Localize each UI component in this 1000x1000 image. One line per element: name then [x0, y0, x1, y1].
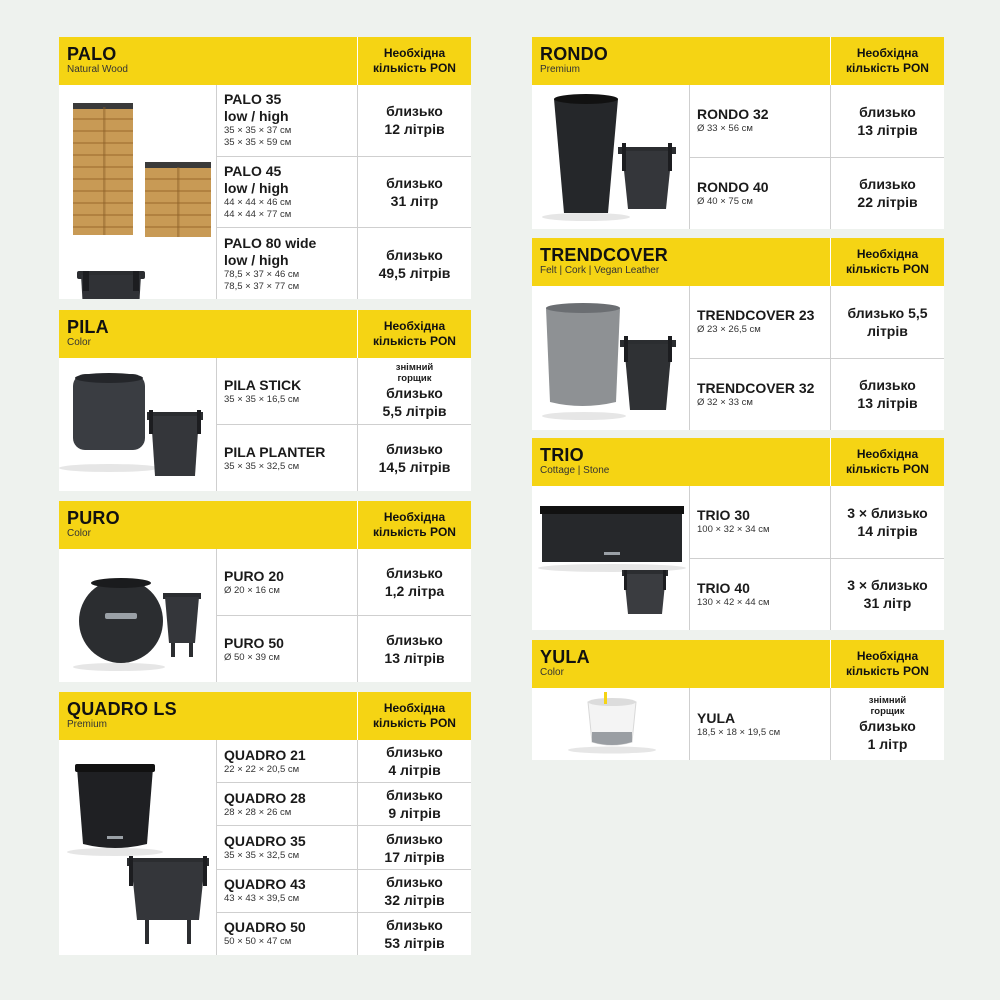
trio-header: [532, 438, 944, 486]
required-amount-header: Необхідна кількість PON: [830, 37, 944, 85]
table-row: TRIO 30 100 × 32 × 34 см 3 × близько 14 літрів: [690, 486, 944, 558]
table-row: PILA STICK 35 × 35 × 16,5 см знімний горщик близько 5,5 літрів: [217, 358, 471, 424]
required-amount-header: Необхідна кількість PON: [830, 640, 944, 688]
table-row: QUADRO 50 50 × 50 × 47 см близько 53 літрів: [217, 912, 471, 955]
rondo-header: [532, 37, 944, 85]
puro-product-image: [59, 549, 217, 682]
trendcover-card: [532, 238, 944, 430]
table-row: PALO 35 low / high 35 × 35 × 37 см 35 × 35 × 59 см близько 12 літрів: [217, 85, 471, 156]
yula-product-image: [532, 688, 690, 760]
table-row: PILA PLANTER 35 × 35 × 32,5 см близько 14,5 літрів: [217, 424, 471, 491]
table-row: TRENDCOVER 32 Ø 32 × 33 см близько 13 літрів: [690, 358, 944, 431]
pila-title: PILA: [67, 317, 109, 337]
table-row: RONDO 40 Ø 40 × 75 см близько 22 літрів: [690, 157, 944, 230]
puro-card: [59, 501, 471, 682]
table-row: QUADRO 21 22 × 22 × 20,5 см близько 4 літрів: [217, 740, 471, 782]
table-row: QUADRO 28 28 × 28 × 26 см близько 9 літрів: [217, 782, 471, 825]
trendcover-subtitle: Felt | Cork | Vegan Leather: [540, 265, 660, 276]
rondo-title: RONDO: [540, 44, 608, 64]
table-row: QUADRO 35 35 × 35 × 32,5 см близько 17 літрів: [217, 825, 471, 868]
trendcover-header: [532, 238, 944, 286]
required-amount-header: Необхідна кількість PON: [357, 501, 471, 549]
table-row: TRENDCOVER 23 Ø 23 × 26,5 см близько 5,5 літрів: [690, 286, 944, 358]
rondo-subtitle: Premium: [540, 64, 581, 75]
puro-title: PURO: [67, 508, 120, 528]
pila-subtitle: Color: [67, 337, 91, 348]
quadro-card: [59, 692, 471, 955]
required-amount-header: Необхідна кількість PON: [830, 438, 944, 486]
palo-title: PALO: [67, 44, 117, 64]
table-row: PALO 80 wide low / high 78,5 × 37 × 46 см 78,5 × 37 × 77 см близько 49,5 літрів: [217, 227, 471, 299]
quadro-title: QUADRO LS: [67, 699, 177, 719]
trendcover-product-image: [532, 286, 690, 430]
quadro-product-image: [59, 740, 217, 955]
table-row: PURO 20 Ø 20 × 16 см близько 1,2 літра: [217, 549, 471, 615]
pila-header: [59, 310, 471, 358]
palo-card: [59, 37, 471, 299]
table-row: RONDO 32 Ø 33 × 56 см близько 13 літрів: [690, 85, 944, 157]
table-row: PALO 45 low / high 44 × 44 × 46 см 44 × 44 × 77 см близько 31 літр: [217, 156, 471, 228]
yula-subtitle: Color: [540, 667, 564, 678]
palo-header: [59, 37, 471, 85]
rondo-product-image: [532, 85, 690, 229]
yula-header: [532, 640, 944, 688]
required-amount-header: Необхідна кількість PON: [357, 37, 471, 85]
required-amount-header: Необхідна кількість PON: [830, 238, 944, 286]
trendcover-title: TRENDCOVER: [540, 245, 669, 265]
puro-subtitle: Color: [67, 528, 91, 539]
trio-title: TRIO: [540, 445, 584, 465]
pila-product-image: [59, 358, 217, 491]
quadro-header: [59, 692, 471, 740]
required-amount-header: Необхідна кількість PON: [357, 692, 471, 740]
table-row: TRIO 40 130 × 42 × 44 см 3 × близько 31 літр: [690, 558, 944, 631]
trio-card: [532, 438, 944, 630]
trio-subtitle: Cottage | Stone: [540, 465, 610, 476]
table-row: YULA 18,5 × 18 × 19,5 см знімний горщик близько 1 літр: [690, 688, 944, 760]
palo-subtitle: Natural Wood: [67, 64, 128, 75]
quadro-subtitle: Premium: [67, 719, 108, 730]
rondo-card: [532, 37, 944, 229]
required-amount-header: Необхідна кількість PON: [357, 310, 471, 358]
trio-product-image: [532, 486, 690, 630]
table-row: PURO 50 Ø 50 × 39 см близько 13 літрів: [217, 615, 471, 682]
puro-header: [59, 501, 471, 549]
pila-card: [59, 310, 471, 491]
yula-title: YULA: [540, 647, 590, 667]
yula-card: [532, 640, 944, 760]
palo-product-image: [59, 85, 217, 299]
table-row: QUADRO 43 43 × 43 × 39,5 см близько 32 літрів: [217, 869, 471, 912]
